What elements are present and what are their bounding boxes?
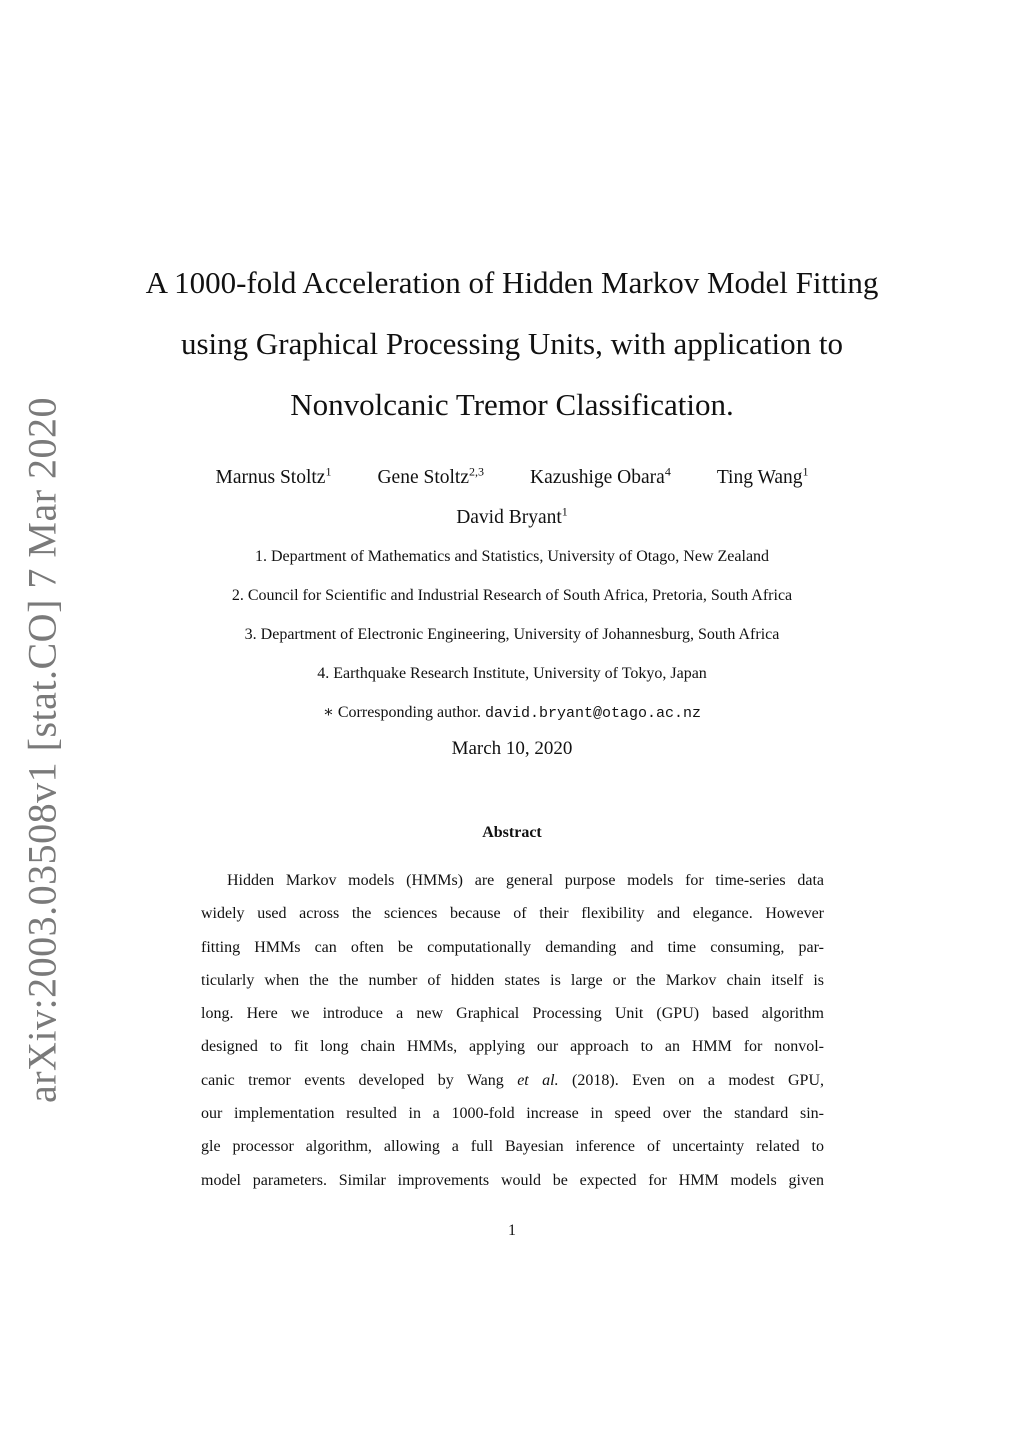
corresponding-author-email[interactable]: david.bryant@otago.ac.nz — [484, 705, 701, 722]
author-marnus-stoltz — [216, 458, 332, 498]
author-name: Kazushige Obara — [530, 467, 665, 488]
abstract-line: ticularly when the the number of hidden states is large or the Markov chain itself is — [201, 971, 824, 989]
abstract-line: model parameters. Similar improvements would be expected for HMM models given — [201, 1171, 824, 1189]
abstract-text: canic tremor events developed by Wang — [201, 1071, 504, 1089]
author-name: Marnus Stoltz — [215, 467, 326, 488]
title-line-2: using Graphical Processing Units, with application to — [180, 326, 844, 361]
affiliation-4: 4. Earthquake Research Institute, University of Tokyo, Japan — [317, 665, 707, 682]
author-name: David Bryant — [456, 507, 562, 528]
affiliation-2: 2. Council for Scientific and Industrial Research of South Africa, Pretoria, South Africa — [231, 587, 793, 604]
author-affiliation-mark: 1 — [325, 464, 332, 479]
author-affiliation-mark: 1 — [561, 504, 568, 519]
page-number: 1 — [508, 1222, 516, 1239]
author-david-bryant — [456, 498, 568, 538]
affiliation-3: 3. Department of Electronic Engineering, University of Johannesburg, South Africa — [244, 626, 780, 643]
title-line-3: Nonvolcanic Tremor Classification. — [290, 387, 734, 422]
author-kazushige-obara — [530, 458, 671, 498]
author-name: Gene Stoltz — [377, 467, 469, 488]
abstract-body — [201, 864, 824, 1197]
abstract-line-citation — [201, 1064, 824, 1097]
author-name: Ting Wang — [716, 467, 803, 488]
citation-et-al: et al. — [517, 1071, 559, 1089]
abstract-line: long. Here we introduce a new Graphical Processing Unit (GPU) based algorithm — [201, 1005, 824, 1023]
author-row-1 — [150, 458, 874, 498]
abstract-heading: Abstract — [482, 824, 542, 841]
corresponding-author-label: ∗ Corresponding author. — [322, 704, 481, 721]
affiliation-list — [130, 537, 894, 733]
author-row-2 — [150, 498, 874, 538]
paper-title — [140, 252, 884, 435]
publication-date: March 10, 2020 — [451, 738, 573, 759]
affiliation-1: 1. Department of Mathematics and Statistics, University of Otago, New Zealand — [254, 548, 770, 565]
author-affiliation-mark: 1 — [802, 464, 809, 479]
arxiv-identifier-stamp: arXiv:2003.03508v1 [stat.CO] 7 Mar 2020 — [19, 396, 65, 1104]
abstract-line: designed to fit long chain HMMs, applying our approach to an HMM for nonvol- — [201, 1038, 824, 1056]
author-ting-wang — [717, 458, 809, 498]
abstract-line: our implementation resulted in a 1000-fold increase in speed over the standard sin- — [201, 1105, 824, 1123]
corresponding-author-note — [130, 693, 894, 733]
abstract-line: widely used across the sciences because of their flexibility and elegance. However — [201, 905, 824, 923]
abstract-line: Hidden Markov models (HMMs) are general purpose models for time-series data — [227, 872, 824, 889]
author-affiliation-mark: 4 — [664, 464, 671, 479]
abstract-line: gle processor algorithm, allowing a full Bayesian inference of uncertainty related to — [201, 1138, 824, 1156]
author-list — [150, 458, 874, 538]
author-gene-stoltz — [377, 458, 484, 498]
abstract-text: (2018). Even on a modest GPU, — [572, 1071, 824, 1089]
title-line-1: A 1000-fold Acceleration of Hidden Markov Model Fitting — [145, 265, 879, 300]
author-affiliation-mark: 2,3 — [469, 464, 484, 479]
abstract-line: fitting HMMs can often be computationally demanding and time consuming, par- — [201, 938, 824, 956]
